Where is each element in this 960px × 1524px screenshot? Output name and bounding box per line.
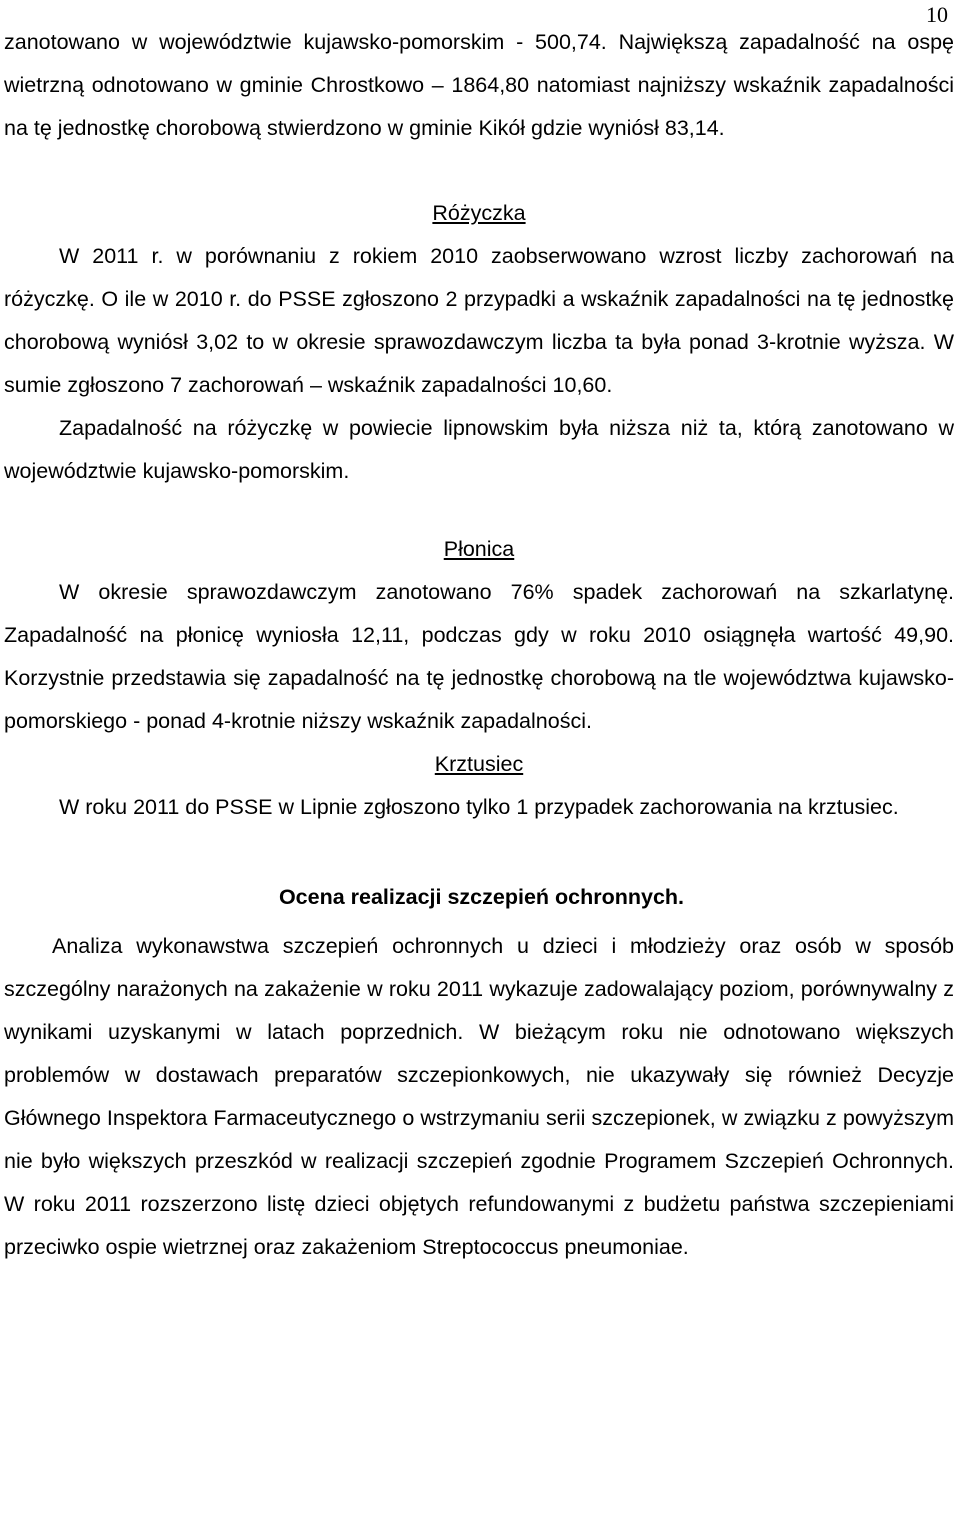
document-body [4, 21, 954, 1269]
rozyczka-paragraph-2: Zapadalność na różyczkę w powiecie lipnowskim była niższa niż ta, którą zanotowano w województwie kujawsko-pomorskim. [4, 416, 954, 483]
rozyczka-heading: Różyczka [432, 201, 526, 225]
plonica-paragraph: W okresie sprawozdawczym zanotowano 76% spadek zachorowań na szkarlatynę. Zapadalność na płonicę wyniosła 12,11, podczas gdy w roku 2010 osiągnęła wartość 49,90. Korzystnie przedstawia się zapadalność na tę jednostkę chorobową na tle województwa kujawsko-pomorskiego - ponad 4-krotnie niższy wskaźnik zapadalności. [4, 580, 954, 733]
krztusiec-heading: Krztusiec [434, 752, 524, 776]
rozyczka-paragraph-1: W 2011 r. w porównaniu z rokiem 2010 zaobserwowano wzrost liczby zachorowań na różyczkę. O ile w 2010 r. do PSSE zgłoszono 2 przypadki a wskaźnik zapadalności na tę jednostkę chorobową wyniósł 3,02 to w okresie sprawozdawczym liczba ta była ponad 3-krotnie wyższa. W sumie zgłoszono 7 zachorowań – wskaźnik zapadalności 10,60. [4, 244, 954, 397]
intro-paragraph: zanotowano w województwie kujawsko-pomorskim - 500,74. Największą zapadalność na ospę wietrzną odnotowano w gminie Chrostkowo – 1864,80 natomiast najniższy wskaźnik zapadalności na tę jednostkę chorobową stwierdzono w gminie Kikół gdzie wyniósł 83,14. [4, 30, 954, 140]
plonica-heading: Płonica [443, 537, 515, 561]
ocena-paragraph: Analiza wykonawstwa szczepień ochronnych u dzieci i młodzieży oraz osób w sposób szczególny narażonych na zakażenie w roku 2011 wykazuje zadowalający poziom, porównywalny z wynikami uzyskanymi w latach poprzednich. W bieżącym roku nie odnotowano większych problemów w dostawach preparatów szczepionkowych, nie ukazywały się również Decyzje Głównego Inspektora Farmaceutycznego o wstrzymaniu serii szczepionek, w związku z powyższym nie było większych przeszkód w realizacji szczepień zgodnie Programem Szczepień Ochronnych. W roku 2011 rozszerzono listę dzieci objętych refundowanymi z budżetu państwa szczepieniami przeciwko ospie wietrznej oraz zakażeniom Streptococcus pneumoniae. [4, 934, 954, 1259]
ocena-heading: Ocena realizacji szczepień ochronnych. [278, 885, 685, 909]
krztusiec-paragraph: W roku 2011 do PSSE w Lipnie zgłoszono tylko 1 przypadek zachorowania na krztusiec. [59, 795, 899, 819]
page-number: 10 [926, 2, 948, 27]
